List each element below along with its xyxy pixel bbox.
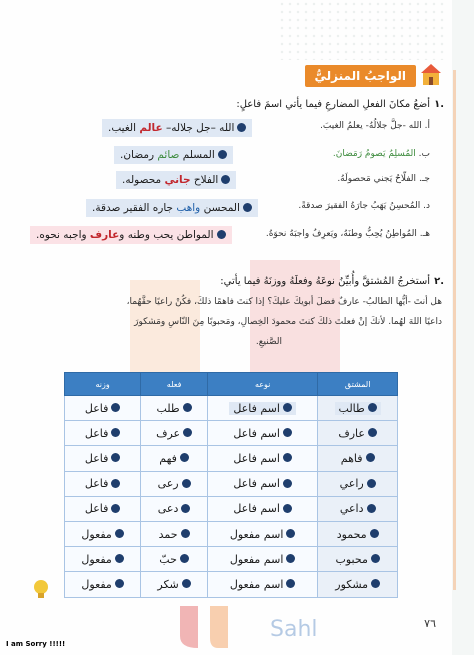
q1-item-a-prompt: أ. الله -جلَّ جلالُهُ- يعلمُ الغيبَ. bbox=[320, 121, 430, 131]
table-cell: دعى bbox=[141, 496, 208, 521]
table-cell: فهم bbox=[141, 446, 208, 471]
table-row bbox=[65, 496, 398, 521]
q1-item-d-prompt: د. المُحسِنُ يَهَبُ جارَهُ الفقيرَ صدقةً. bbox=[298, 201, 430, 211]
table-header-pattern: وزنه bbox=[65, 373, 141, 396]
table-row bbox=[65, 521, 398, 546]
table-cell: مفعول bbox=[65, 572, 141, 597]
house-icon bbox=[420, 63, 442, 87]
table-header-verb: فعله bbox=[141, 373, 208, 396]
table-cell: اسم فاعل bbox=[207, 496, 317, 521]
table-cell: مفعول bbox=[65, 521, 141, 546]
table-cell: محمود bbox=[318, 521, 398, 546]
table-cell: اسم مفعول bbox=[207, 572, 317, 597]
table-cell: اسم فاعل bbox=[207, 396, 317, 421]
table-cell: اسم فاعل bbox=[207, 446, 317, 471]
table-cell: اسم فاعل bbox=[207, 471, 317, 496]
question-2-title: أستخرجُ المُشتقَّ وأُبيِّنُ نوعَهُ وفعلَهُ ووزنَهُ فيما يأتي: bbox=[220, 276, 430, 287]
table-cell: راعي bbox=[318, 471, 398, 496]
table-cell: مشكور bbox=[318, 572, 398, 597]
table-cell: عارف bbox=[318, 421, 398, 446]
page-edge-stripe bbox=[453, 70, 456, 590]
table-row bbox=[65, 572, 398, 597]
table-cell: رعى bbox=[141, 471, 208, 496]
table-cell: طلب bbox=[141, 396, 208, 421]
q1-item-b-answer: المسلم صائم رمضان. bbox=[114, 146, 233, 164]
overlay-note: I am Sorry !!!!! bbox=[6, 640, 66, 648]
table-row bbox=[65, 471, 398, 496]
table-cell: عرف bbox=[141, 421, 208, 446]
table-cell: فاعل bbox=[65, 471, 141, 496]
decorative-pattern bbox=[278, 0, 448, 60]
q1-item-e-prompt: هـ. المُواطِنُ يُحِبُّ وطنَهُ، ويَعرِفُ واجبَهُ نحوَهُ. bbox=[265, 229, 430, 239]
answer-bullet-icon bbox=[237, 123, 246, 132]
question-2-passage bbox=[42, 292, 442, 352]
table-cell: فاعل bbox=[65, 396, 141, 421]
svg-text:Sahl: Sahl bbox=[270, 617, 318, 642]
table-cell: شكر bbox=[141, 572, 208, 597]
answer-bullet-icon bbox=[243, 203, 252, 212]
q1-item-e-answer: المواطن يحب وطنه وعارف واجبه نحوه. bbox=[30, 226, 232, 244]
question-2-number: ٢. bbox=[434, 276, 444, 287]
table-cell: فاهم bbox=[318, 446, 398, 471]
table-header-row bbox=[65, 373, 398, 396]
q1-item-c-prompt: جـ. الفلّاحُ يَجني مَحصولَهُ. bbox=[337, 174, 430, 184]
table-cell: اسم فاعل bbox=[207, 421, 317, 446]
table-row bbox=[65, 547, 398, 572]
homework-badge: الواجبُ المنزليُّ bbox=[305, 65, 416, 87]
answer-bullet-icon bbox=[218, 150, 227, 159]
page-number: ٧٦ bbox=[424, 617, 436, 630]
table-cell: مفعول bbox=[65, 547, 141, 572]
question-1-title: أضعُ مكانَ الفعلِ المضارعِ فيما يأتي اسمَ فاعلٍ: bbox=[236, 99, 430, 110]
table-header-derivative: المشتق bbox=[318, 373, 398, 396]
table-cell: فاعل bbox=[65, 496, 141, 521]
derivatives-table bbox=[64, 372, 398, 598]
passage-line: هل أنتَ -أيُّها الطالبُ- عارفٌ فضلَ أبويكَ عليكَ؟ إذا كنتَ فاهمًا ذلكَ، فكُنْ راعيًا حقَّهُما، bbox=[126, 297, 442, 307]
answer-bullet-icon bbox=[221, 175, 230, 184]
table-cell: حمد bbox=[141, 521, 208, 546]
sahl-logo-watermark bbox=[170, 596, 350, 651]
table-cell: طالب bbox=[318, 396, 398, 421]
q1-item-c-answer: الفلاح جاني محصوله. bbox=[116, 171, 236, 189]
q1-item-b-prompt: ب. المُسلِمُ يَصومُ رَمَضانَ. bbox=[332, 149, 430, 159]
q1-item-a-answer: الله –جل جلاله– عالم الغيب. bbox=[102, 119, 252, 137]
passage-line: داعيًا اللهَ لهُما. لأنكَ إنْ فعلتَ ذلكَ كنتَ محمودَ الخِصالِ، ومَحبوبًا مِنَ النّاسِ ومَشكورَ bbox=[134, 317, 442, 327]
table-cell: داعي bbox=[318, 496, 398, 521]
table-cell: اسم مفعول bbox=[207, 547, 317, 572]
table-cell: اسم مفعول bbox=[207, 521, 317, 546]
answer-bullet-icon bbox=[217, 230, 226, 239]
table-row bbox=[65, 446, 398, 471]
table-cell: فاعل bbox=[65, 446, 141, 471]
lightbulb-icon bbox=[30, 578, 52, 600]
table-cell: حبّ bbox=[141, 547, 208, 572]
passage-line: الصَّنيعِ. bbox=[255, 337, 282, 347]
table-cell: فاعل bbox=[65, 421, 141, 446]
table-row bbox=[65, 396, 398, 421]
question-1-number: ١. bbox=[434, 99, 444, 110]
table-cell: محبوب bbox=[318, 547, 398, 572]
q1-item-d-answer: المحسن واهب جاره الفقير صدقة. bbox=[86, 199, 258, 217]
table-row bbox=[65, 421, 398, 446]
table-header-type: نوعه bbox=[207, 373, 317, 396]
